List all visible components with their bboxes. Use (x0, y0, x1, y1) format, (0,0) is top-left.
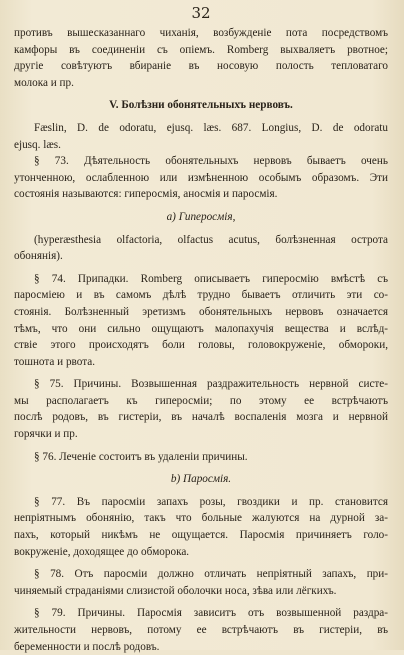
text-line: вокруженіе, доходящее до обморока. (14, 545, 190, 558)
text-line: утонченною, ослабленною или измѣненною особымъ образомъ. Эти (14, 171, 388, 184)
text-line: § 76. Леченіе состоитъ въ удаленіи причины. (34, 450, 248, 463)
text-line: пахъ, который никѣмъ не ощущается. Паросмія причиняетъ голо- (14, 529, 388, 542)
text-line: § 79. Причины. Паросмія зависитъ отъ возвышенной раздра- (34, 607, 388, 620)
text-line: другіе совѣтуютъ вбираніе въ носовую полость тепловатаго (14, 60, 388, 73)
page-number: 32 (191, 4, 211, 22)
text-line: § 74. Припадки. Romberg описываетъ гиперосмію вмѣстѣ съ (34, 272, 388, 285)
text-line: состоянія называются: гиперосмія, аносмія и паросмія. (14, 188, 278, 201)
section-heading: b) Паросмія. (170, 473, 232, 486)
text-line: тѣмъ, что они сильно ощущаютъ малопахучія вещества и вслѣд- (14, 322, 388, 335)
page-text (14, 25, 388, 655)
section-heading: V. Болѣзни обонятельныхъ нервовъ. (109, 99, 293, 112)
text-line: § 77. Въ паросміи запахъ розы, гвоздики и пр. становится (34, 495, 388, 508)
text-line: камфоры въ соединеніи съ опіемъ. Romberg выхваляетъ рвотное; (14, 43, 388, 56)
text-line: ствіе этого происходятъ боли головы, головокруженіе, обмороки, (14, 339, 388, 352)
text-line: обонянія). (14, 250, 63, 263)
text-line: молока и пр. (14, 76, 74, 89)
text-line: чиняемый страданіями слизистой оболочки носа, зѣва или лёгкихъ. (14, 584, 337, 597)
text-line: противъ вышесказаннаго чиханія, возбужденіе пота посредствомъ (14, 27, 388, 39)
text-line: тошнота и рвота. (14, 355, 95, 368)
text-line: (hyperæsthesia olfactoria, olfactus acutus, болѣзненная острота (34, 233, 388, 246)
text-line: мы располагаетъ къ гиперосміи; по этому ее встрѣчаютъ (14, 394, 388, 407)
text-line: стоянія. Болѣзненный эретизмъ обонятельныхъ нервовъ означается (14, 305, 388, 318)
text-line: жительности нервовъ, потому ее встрѣчаютъ въ гистеріи, въ (14, 624, 388, 636)
text-line: Fæslin, D. de odoratu, ejusq. læs. 687. Longius, D. de odoratu (34, 121, 388, 134)
text-line: горячки и пр. (14, 428, 78, 441)
text-line: ejusq. læs. (14, 138, 61, 151)
text-line: § 78. Отъ паросміи должно отличать непріятный запахъ, при- (34, 568, 388, 581)
text-line: § 73. Дѣятельность обонятельныхъ нервовъ бываетъ очень (34, 155, 388, 168)
text-line: беременности и послѣ родовъ. (14, 640, 160, 653)
text-line: непріятнымъ обонянію, такъ что больные жалуются на дурной за- (14, 512, 388, 525)
text-line: послѣ родовъ, въ гистеріи, въ началѣ воспаленія мозга и нервной (14, 411, 388, 424)
text-line: паросміею и въ самомъ дѣлѣ трудно бываетъ отличить эти со- (14, 289, 388, 302)
section-heading: а) Гиперосмія, (166, 210, 236, 223)
text-line: § 75. Причины. Возвышенная раздражительность нервной систе- (34, 378, 388, 391)
